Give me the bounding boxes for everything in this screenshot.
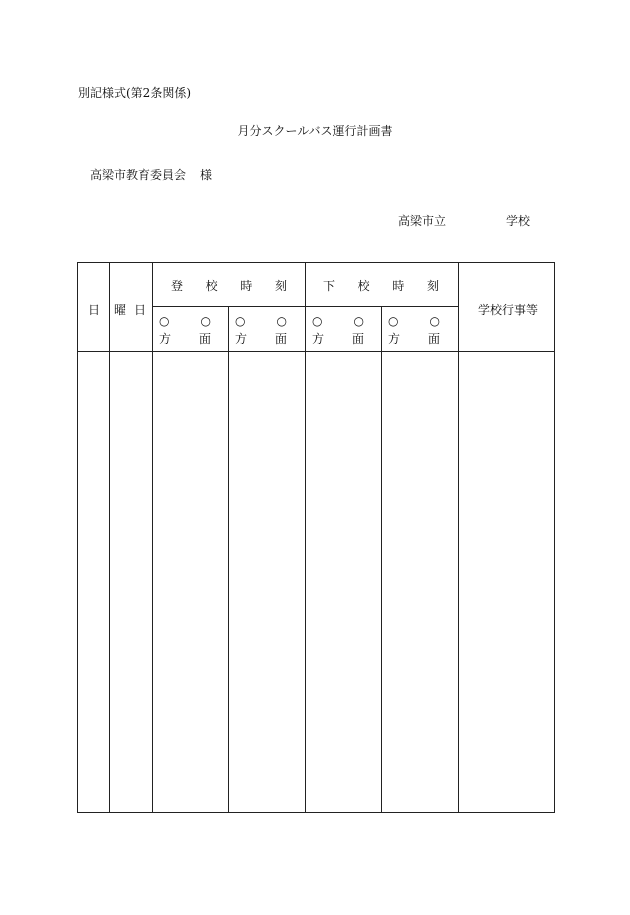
form-reference: 別記様式(第2条関係) (78, 86, 191, 100)
school-name-line (398, 212, 530, 229)
header-weekday: 曜 日 (114, 303, 146, 317)
direction-2-circles: ○ ○ (235, 314, 287, 328)
addressee-name: 高梁市教育委員会 (90, 168, 187, 182)
addressee (90, 166, 212, 183)
header-departure-time: 下 校 時 刻 (323, 279, 439, 293)
document-title: 月分スクールバス運行計画書 (237, 124, 393, 138)
addressee-honorific: 様 (200, 168, 213, 182)
direction-3-circles: ○ ○ (312, 314, 364, 328)
direction-1-label: 方 面 (159, 332, 211, 346)
header-school-events: 学校行事等 (478, 303, 539, 317)
direction-4-label: 方 面 (388, 332, 440, 346)
school-suffix: 学校 (506, 214, 531, 228)
header-day: 日 (88, 303, 101, 317)
direction-4-circles: ○ ○ (388, 314, 440, 328)
direction-2-label: 方 面 (235, 332, 287, 346)
header-arrival-time: 登 校 時 刻 (171, 279, 287, 293)
schedule-table (77, 262, 555, 813)
table-body-blank[interactable] (78, 352, 554, 812)
school-prefix: 高梁市立 (398, 214, 447, 228)
direction-1-circles: ○ ○ (159, 314, 211, 328)
divider-header-sub (152, 306, 458, 307)
direction-3-label: 方 面 (312, 332, 364, 346)
